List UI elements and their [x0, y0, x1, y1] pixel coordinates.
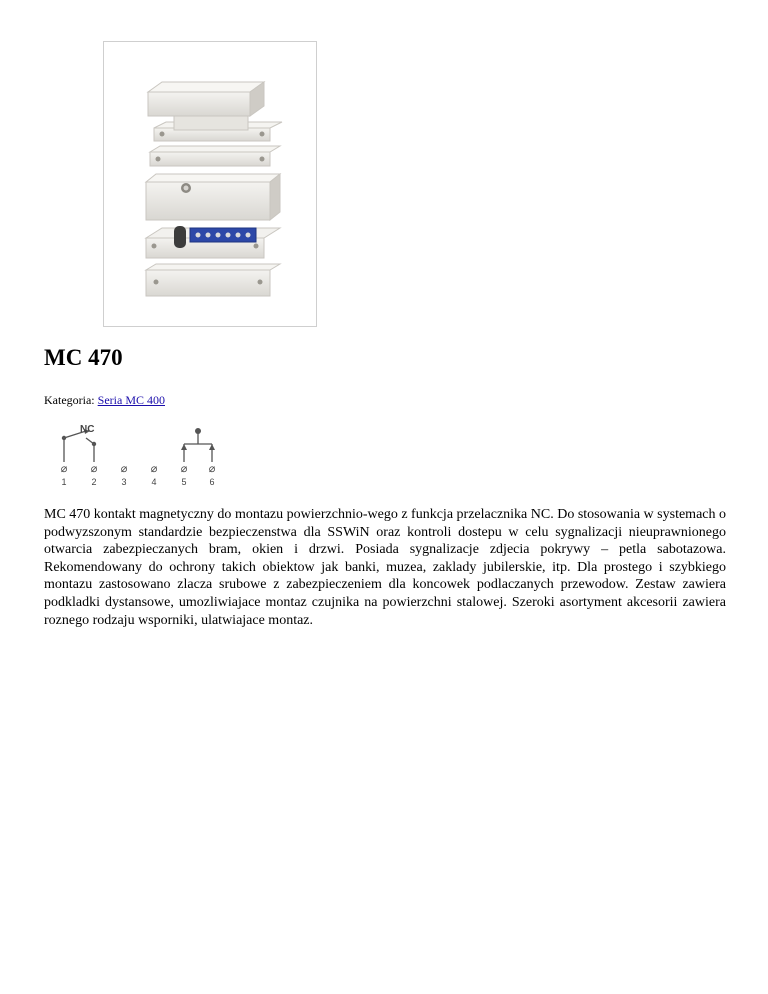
nc-switch-wiring-icon: [52, 420, 232, 490]
terminal-symbol: ⌀: [120, 463, 128, 475]
terminal-number: 3: [121, 477, 127, 487]
terminal-number: 2: [91, 477, 97, 487]
product-description: MC 470 kontakt magnetyczny do montazu powierzchnio-wego z funkcja przelacznika NC. Do stosowania w systemach o podwyzszonym standardzie bezpieczenstwa dla SSWiN oraz kontroli dostepu w celu sygnalizacji nieuprawnionego otwarcia zabezpieczanych bram, okien i drzwi. Posiada sygnalizacje zdjecia pokrywy – petla sabotazowa. Rekomendowany do ochrony takich obiektow jak banki, muzea, zaklady jubilerskie, itp. Dla prostego i szybkiego montazu zastosowano zlacza srubowe z zabezpieczeniem dla koncowek podlaczanych przewodow. Zestaw zawiera podkladki dystansowe, umozliwiajace montaz czujnika na powierzchni stalowej. Szeroki asortyment akcesorii zawiera roznego rodzaju wsporniki, ulatwiajace montaz.: [44, 507, 726, 628]
page-title: MC 470: [44, 345, 123, 370]
category-link[interactable]: Seria MC 400: [97, 393, 165, 407]
product-photo: [103, 41, 317, 327]
magnetic-contact-photo-icon: [104, 42, 316, 326]
terminal-number: 4: [151, 477, 157, 487]
category-label: Kategoria:: [44, 393, 95, 407]
terminal-number: 1: [61, 477, 67, 487]
terminal-number: 6: [209, 477, 215, 487]
terminal-symbol: ⌀: [60, 463, 68, 475]
terminal-symbol: ⌀: [90, 463, 98, 475]
category-line: [44, 392, 165, 408]
switch-label: NC: [80, 424, 95, 435]
terminal-symbol: ⌀: [208, 463, 216, 475]
terminal-number: 5: [181, 477, 187, 487]
terminal-symbol: ⌀: [150, 463, 158, 475]
terminal-symbol: ⌀: [180, 463, 188, 475]
